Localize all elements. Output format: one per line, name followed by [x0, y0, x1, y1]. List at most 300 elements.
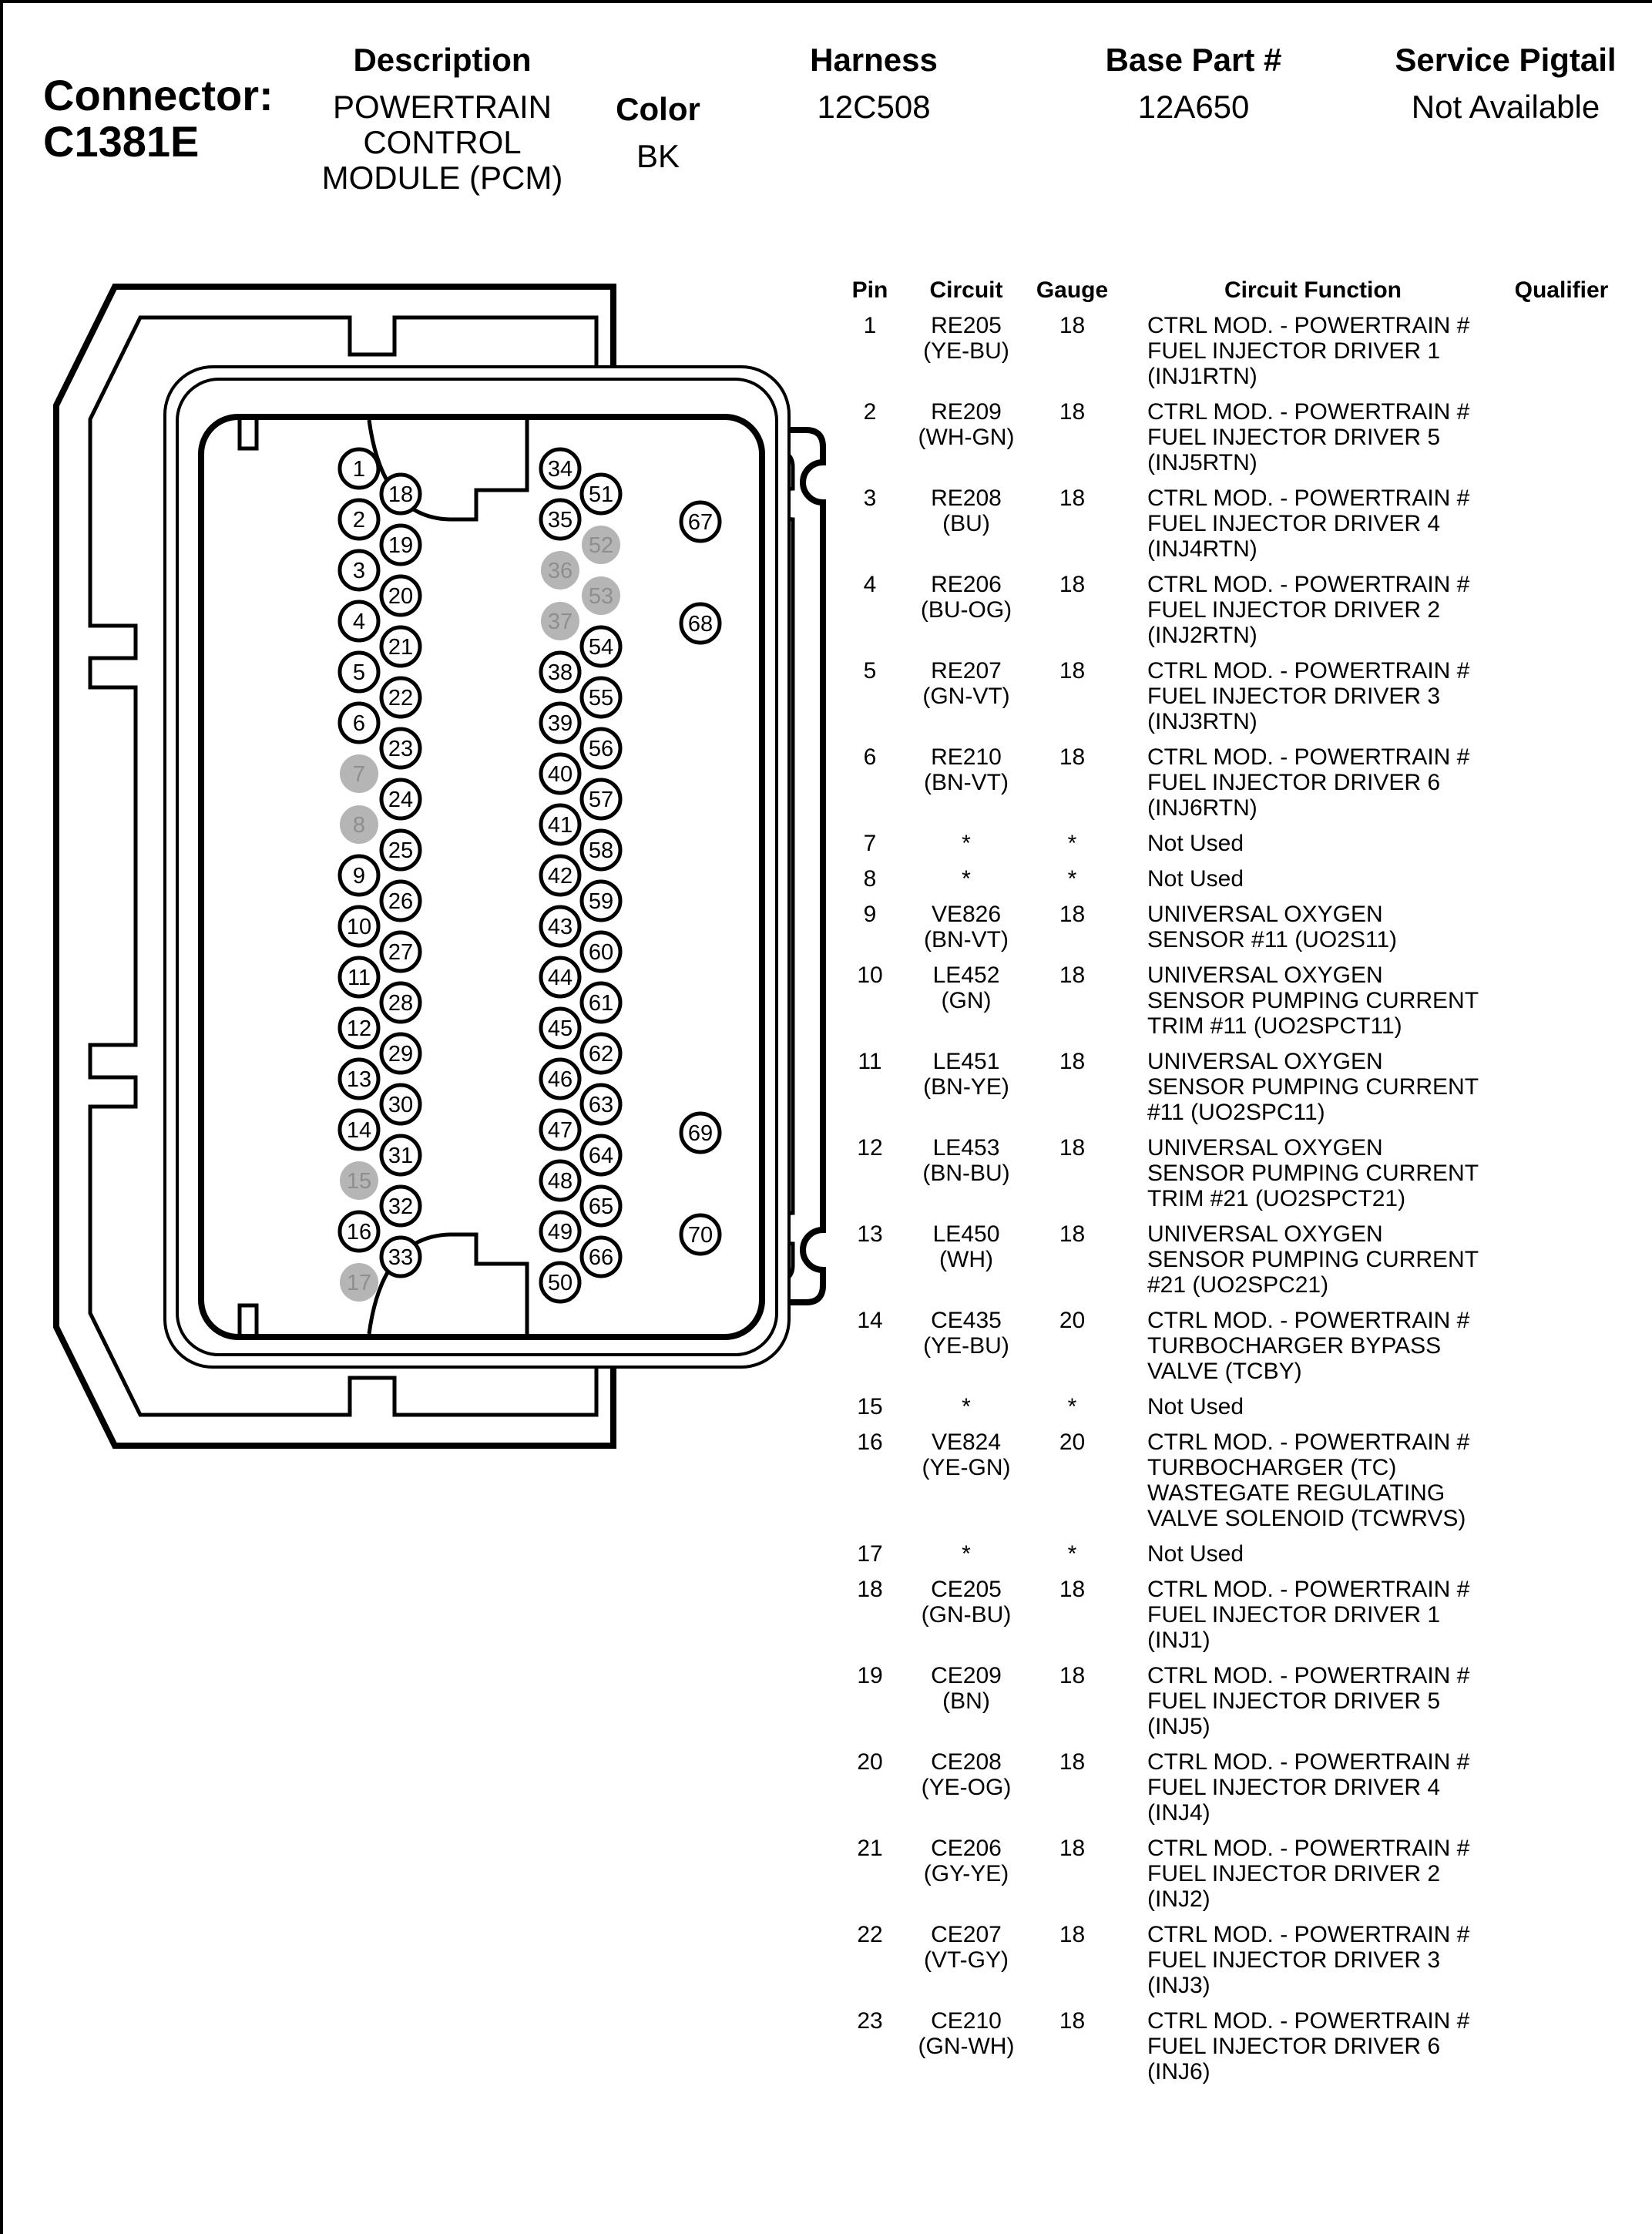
- circuit-cell: CE207 (VT-GY): [924, 1922, 1009, 1973]
- pin-table: [835, 277, 1652, 2095]
- pin-52: [582, 526, 620, 564]
- svg-text:31: 31: [388, 1144, 414, 1168]
- svg-text:51: 51: [588, 482, 614, 507]
- gauge-cell: 18: [1059, 399, 1086, 425]
- circuit-function-cell: CTRL MOD. - POWERTRAIN # FUEL INJECTOR DRIVER 5 (INJ5RTN): [1147, 399, 1470, 475]
- svg-text:16: 16: [346, 1220, 372, 1245]
- pin-4: [340, 602, 378, 640]
- column-header-circuit: Circuit: [929, 277, 1003, 303]
- svg-text:34: 34: [547, 457, 573, 482]
- svg-text:58: 58: [588, 838, 614, 863]
- pin-69: [681, 1114, 720, 1152]
- base-part-label: Base Part #: [1105, 42, 1282, 78]
- pin-9: [340, 856, 378, 895]
- pin-26: [381, 882, 420, 920]
- pin-53: [582, 576, 620, 615]
- circuit-cell: *: [962, 831, 971, 856]
- svg-text:4: 4: [352, 610, 366, 634]
- circuit-cell: CE208 (YE-OG): [921, 1749, 1012, 1800]
- gauge-cell: 20: [1059, 1308, 1086, 1333]
- service-pigtail-label: Service Pigtail: [1395, 42, 1617, 78]
- svg-text:61: 61: [588, 991, 614, 1016]
- circuit-function-cell: CTRL MOD. - POWERTRAIN # FUEL INJECTOR DRIVER 1 (INJ1): [1147, 1577, 1470, 1653]
- svg-text:59: 59: [588, 889, 614, 914]
- circuit-function-cell: Not Used: [1147, 1394, 1244, 1419]
- pin-cell: 5: [863, 658, 877, 684]
- pin-36: [541, 551, 579, 590]
- color-label: Color: [616, 91, 700, 127]
- gauge-cell: 18: [1059, 313, 1086, 338]
- pin-68: [681, 604, 720, 643]
- circuit-function-cell: CTRL MOD. - POWERTRAIN # TURBOCHARGER (TC) WASTEGATE REGULATING VALVE SOLENOID (TCWRVS): [1147, 1429, 1470, 1531]
- pin-cell: 2: [863, 399, 877, 425]
- qualifier-cell: [1479, 866, 1644, 892]
- svg-text:47: 47: [547, 1118, 573, 1143]
- svg-text:49: 49: [547, 1220, 573, 1245]
- gauge-cell: 18: [1059, 1922, 1086, 1947]
- svg-text:55: 55: [588, 686, 614, 711]
- circuit-function-cell: CTRL MOD. - POWERTRAIN # FUEL INJECTOR DRIVER 2 (INJ2): [1147, 1836, 1470, 1912]
- qualifier-cell: [1479, 1394, 1644, 1419]
- svg-text:14: 14: [346, 1118, 372, 1143]
- svg-text:64: 64: [588, 1144, 614, 1168]
- service-pigtail-value: Not Available: [1411, 89, 1600, 125]
- circuit-cell: CE205 (GN-BU): [921, 1577, 1012, 1628]
- svg-text:57: 57: [588, 788, 614, 812]
- description-value-line: CONTROL: [363, 124, 522, 160]
- svg-text:5: 5: [352, 660, 366, 685]
- circuit-cell: RE205 (YE-BU): [923, 313, 1009, 364]
- circuit-cell: VE826 (BN-VT): [924, 902, 1009, 952]
- pin-28: [381, 983, 420, 1022]
- pin-50: [541, 1263, 579, 1302]
- svg-text:50: 50: [547, 1271, 573, 1295]
- table-row: [835, 658, 1652, 734]
- svg-text:48: 48: [547, 1169, 573, 1194]
- pin-10: [340, 907, 378, 946]
- circuit-cell: CE210 (GN-WH): [918, 2008, 1015, 2059]
- circuit-cell: RE209 (WH-GN): [918, 399, 1015, 450]
- pin-25: [381, 831, 420, 869]
- qualifier-cell: [1479, 962, 1644, 1039]
- circuit-cell: VE824 (YE-GN): [922, 1429, 1011, 1480]
- svg-text:27: 27: [388, 940, 414, 965]
- pin-16: [340, 1212, 378, 1251]
- svg-text:26: 26: [388, 889, 414, 914]
- circuit-function-cell: CTRL MOD. - POWERTRAIN # FUEL INJECTOR DRIVER 2 (INJ2RTN): [1147, 572, 1470, 648]
- connector-id: C1381E: [43, 117, 200, 166]
- circuit-function-cell: CTRL MOD. - POWERTRAIN # FUEL INJECTOR DRIVER 6 (INJ6): [1147, 2008, 1470, 2085]
- table-row: [835, 1541, 1652, 1567]
- svg-text:42: 42: [547, 864, 573, 889]
- pin-64: [582, 1136, 620, 1174]
- pin-17: [340, 1263, 378, 1302]
- pin-1: [340, 449, 378, 488]
- pin-cell: 20: [857, 1749, 883, 1775]
- pin-49: [541, 1212, 579, 1251]
- pin-66: [582, 1238, 620, 1276]
- pin-cell: 22: [857, 1922, 883, 1947]
- qualifier-cell: [1479, 1836, 1644, 1912]
- circuit-cell: *: [962, 1394, 971, 1419]
- svg-text:46: 46: [547, 1067, 573, 1092]
- svg-text:41: 41: [547, 813, 573, 838]
- svg-text:2: 2: [352, 508, 366, 532]
- pin-62: [582, 1034, 620, 1073]
- table-row: [835, 1308, 1652, 1384]
- pin-54: [582, 627, 620, 666]
- pin-7: [340, 754, 378, 793]
- svg-text:1: 1: [352, 457, 366, 482]
- pin-15: [340, 1161, 378, 1200]
- pin-field: [201, 417, 762, 1337]
- qualifier-cell: [1479, 313, 1644, 389]
- circuit-cell: CE435 (YE-BU): [923, 1308, 1009, 1359]
- pin-8: [340, 805, 378, 844]
- pin-31: [381, 1136, 420, 1174]
- qualifier-cell: [1479, 399, 1644, 475]
- circuit-function-cell: UNIVERSAL OXYGEN SENSOR PUMPING CURRENT #11 (UO2SPC11): [1147, 1049, 1479, 1125]
- table-row: [835, 1429, 1652, 1531]
- pin-cell: 1: [863, 313, 877, 338]
- pin-35: [541, 500, 579, 539]
- pin-cell: 18: [857, 1577, 883, 1602]
- gauge-cell: *: [1067, 1394, 1077, 1419]
- color-value: BK: [636, 138, 680, 174]
- pin-43: [541, 907, 579, 946]
- pin-41: [541, 805, 579, 844]
- circuit-function-cell: CTRL MOD. - POWERTRAIN # FUEL INJECTOR DRIVER 6 (INJ6RTN): [1147, 744, 1470, 821]
- pin-22: [381, 678, 420, 717]
- pin-14: [340, 1110, 378, 1149]
- svg-text:25: 25: [388, 838, 414, 863]
- pin-40: [541, 754, 579, 793]
- pin-65: [582, 1187, 620, 1225]
- field-base-part: [1032, 42, 1355, 125]
- column-header-gauge: Gauge: [1036, 277, 1109, 303]
- qualifier-cell: [1479, 1308, 1644, 1384]
- circuit-function-cell: Not Used: [1147, 866, 1244, 892]
- svg-text:35: 35: [547, 508, 573, 532]
- pin-38: [541, 653, 579, 691]
- circuit-cell: LE453 (BN-BU): [922, 1135, 1010, 1186]
- circuit-function-cell: CTRL MOD. - POWERTRAIN # FUEL INJECTOR DRIVER 1 (INJ1RTN): [1147, 313, 1470, 389]
- pin-51: [582, 475, 620, 513]
- svg-text:9: 9: [352, 864, 366, 889]
- qualifier-cell: [1479, 1049, 1644, 1125]
- column-header-qualifier: Qualifier: [1514, 277, 1609, 303]
- svg-text:8: 8: [352, 813, 366, 838]
- svg-text:10: 10: [346, 915, 372, 939]
- pin-cell: 14: [857, 1308, 883, 1333]
- pin-cell: 23: [857, 2008, 883, 2034]
- column-header-pin: Pin: [851, 277, 888, 303]
- pin-34: [541, 449, 579, 488]
- table-row: [835, 1836, 1652, 1912]
- pin-58: [582, 831, 620, 869]
- gauge-cell: 20: [1059, 1429, 1086, 1455]
- table-row: [835, 2008, 1652, 2085]
- pin-61: [582, 983, 620, 1022]
- gauge-cell: 18: [1059, 1049, 1086, 1074]
- circuit-function-cell: CTRL MOD. - POWERTRAIN # FUEL INJECTOR DRIVER 5 (INJ5): [1147, 1663, 1470, 1739]
- connector-label: Connector:: [43, 71, 274, 119]
- gauge-cell: 18: [1059, 572, 1086, 597]
- pin-cell: 11: [858, 1049, 882, 1074]
- svg-text:69: 69: [687, 1121, 714, 1146]
- table-row: [835, 1749, 1652, 1826]
- qualifier-cell: [1479, 1749, 1644, 1826]
- svg-text:32: 32: [388, 1194, 414, 1219]
- pin-13: [340, 1060, 378, 1098]
- gauge-cell: 18: [1059, 485, 1086, 511]
- pin-39: [541, 704, 579, 742]
- pin-48: [541, 1161, 579, 1200]
- pin-19: [381, 526, 420, 564]
- gauge-cell: 18: [1059, 2008, 1086, 2034]
- connector-diagram: [26, 257, 828, 1475]
- pin-cell: 6: [863, 744, 877, 770]
- pin-56: [582, 729, 620, 768]
- svg-text:20: 20: [388, 584, 414, 609]
- pin-42: [541, 856, 579, 895]
- pin-59: [582, 882, 620, 920]
- table-row: [835, 399, 1652, 475]
- pin-33: [381, 1238, 420, 1276]
- pin-18: [381, 475, 420, 513]
- qualifier-cell: [1479, 1135, 1644, 1211]
- table-row: [835, 831, 1652, 856]
- pin-cell: 10: [857, 962, 883, 988]
- qualifier-cell: [1479, 1541, 1644, 1567]
- circuit-function-cell: CTRL MOD. - POWERTRAIN # FUEL INJECTOR DRIVER 4 (INJ4RTN): [1147, 485, 1470, 562]
- qualifier-cell: [1479, 2008, 1644, 2085]
- pin-cell: 12: [857, 1135, 883, 1161]
- circuit-function-cell: CTRL MOD. - POWERTRAIN # FUEL INJECTOR DRIVER 3 (INJ3): [1147, 1922, 1470, 1998]
- svg-text:65: 65: [588, 1194, 614, 1219]
- circuit-cell: LE452 (GN): [932, 962, 1000, 1013]
- table-body: [835, 313, 1652, 2085]
- qualifier-cell: [1479, 572, 1644, 648]
- pin-12: [340, 1009, 378, 1047]
- pin-cell: 4: [863, 572, 877, 597]
- gauge-cell: 18: [1059, 658, 1086, 684]
- pin-6: [340, 704, 378, 742]
- table-row: [835, 1577, 1652, 1653]
- pin-44: [541, 958, 579, 996]
- pin-30: [381, 1085, 420, 1124]
- pin-3: [340, 551, 378, 590]
- pin-cell: 16: [857, 1429, 883, 1455]
- svg-text:52: 52: [588, 533, 614, 558]
- pin-63: [582, 1085, 620, 1124]
- table-row: [835, 1922, 1652, 1998]
- table-row: [835, 902, 1652, 952]
- svg-text:11: 11: [347, 966, 371, 990]
- table-row: [835, 744, 1652, 821]
- svg-text:60: 60: [588, 940, 614, 965]
- pin-70: [681, 1215, 720, 1254]
- gauge-cell: 18: [1059, 1663, 1086, 1688]
- circuit-cell: *: [962, 866, 971, 892]
- pin-47: [541, 1110, 579, 1149]
- circuit-function-cell: Not Used: [1147, 1541, 1244, 1567]
- svg-text:44: 44: [547, 966, 573, 990]
- pin-cell: 21: [857, 1836, 883, 1861]
- svg-text:67: 67: [687, 510, 714, 535]
- circuit-cell: LE451 (BN-YE): [923, 1049, 1009, 1100]
- pin-cell: 19: [857, 1663, 883, 1688]
- svg-text:21: 21: [388, 635, 414, 660]
- svg-text:68: 68: [687, 612, 714, 637]
- pin-67: [681, 502, 720, 541]
- pin-29: [381, 1034, 420, 1073]
- svg-text:3: 3: [352, 559, 366, 583]
- base-part-value: 12A650: [1137, 89, 1250, 125]
- svg-text:56: 56: [588, 737, 614, 761]
- gauge-cell: 18: [1059, 1577, 1086, 1602]
- svg-text:29: 29: [388, 1042, 414, 1067]
- pin-24: [381, 780, 420, 818]
- harness-label: Harness: [810, 42, 938, 78]
- pin-cell: 9: [863, 902, 877, 927]
- table-header: [835, 277, 1652, 303]
- svg-text:12: 12: [346, 1016, 372, 1041]
- circuit-function-cell: UNIVERSAL OXYGEN SENSOR PUMPING CURRENT #21 (UO2SPC21): [1147, 1221, 1479, 1298]
- pin-cell: 7: [863, 831, 877, 856]
- svg-text:13: 13: [346, 1067, 372, 1092]
- svg-text:63: 63: [588, 1093, 614, 1117]
- field-service-pigtail: [1344, 42, 1652, 125]
- description-value-line: POWERTRAIN: [333, 89, 552, 125]
- table-row: [835, 1663, 1652, 1739]
- circuit-cell: RE207 (GN-VT): [922, 658, 1010, 709]
- qualifier-cell: [1479, 831, 1644, 856]
- qualifier-cell: [1479, 1922, 1644, 1998]
- svg-text:40: 40: [547, 762, 573, 787]
- svg-text:45: 45: [547, 1016, 573, 1041]
- svg-text:39: 39: [547, 711, 573, 736]
- qualifier-cell: [1479, 744, 1644, 821]
- gauge-cell: 18: [1059, 1749, 1086, 1775]
- table-row: [835, 1221, 1652, 1298]
- gauge-cell: 18: [1059, 962, 1086, 988]
- svg-text:18: 18: [388, 482, 414, 507]
- harness-value: 12C508: [817, 89, 931, 125]
- circuit-cell: RE206 (BU-OG): [920, 572, 1012, 623]
- table-row: [835, 313, 1652, 389]
- svg-text:15: 15: [346, 1169, 372, 1194]
- circuit-function-cell: UNIVERSAL OXYGEN SENSOR PUMPING CURRENT TRIM #21 (UO2SPCT21): [1147, 1135, 1479, 1211]
- svg-text:36: 36: [547, 559, 573, 583]
- pin-60: [582, 932, 620, 971]
- svg-text:28: 28: [388, 991, 414, 1016]
- circuit-cell: RE210 (BN-VT): [924, 744, 1009, 795]
- pin-37: [541, 602, 579, 640]
- circuit-cell: CE206 (GY-YE): [923, 1836, 1009, 1886]
- circuit-function-cell: CTRL MOD. - POWERTRAIN # FUEL INJECTOR DRIVER 3 (INJ3RTN): [1147, 658, 1470, 734]
- pin-20: [381, 576, 420, 615]
- svg-text:30: 30: [388, 1093, 414, 1117]
- pin-27: [381, 932, 420, 971]
- table-row: [835, 962, 1652, 1039]
- pin-45: [541, 1009, 579, 1047]
- description-label: Description: [353, 42, 532, 78]
- qualifier-cell: [1479, 1577, 1644, 1653]
- gauge-cell: *: [1067, 831, 1077, 856]
- svg-text:33: 33: [388, 1245, 414, 1270]
- description-value-line: MODULE (PCM): [321, 160, 563, 196]
- circuit-function-cell: CTRL MOD. - POWERTRAIN # FUEL INJECTOR DRIVER 4 (INJ4): [1147, 1749, 1470, 1826]
- circuit-function-cell: UNIVERSAL OXYGEN SENSOR #11 (UO2S11): [1147, 902, 1398, 952]
- gauge-cell: 18: [1059, 744, 1086, 770]
- field-harness: [712, 42, 1036, 125]
- svg-text:53: 53: [588, 584, 614, 609]
- column-header-circuit-function: Circuit Function: [1224, 277, 1402, 303]
- svg-text:70: 70: [687, 1223, 714, 1248]
- qualifier-cell: [1479, 658, 1644, 734]
- gauge-cell: 18: [1059, 1836, 1086, 1861]
- circuit-cell: *: [962, 1541, 971, 1567]
- circuit-cell: LE450 (WH): [932, 1221, 1000, 1272]
- table-row: [835, 572, 1652, 648]
- qualifier-cell: [1479, 1663, 1644, 1739]
- svg-text:22: 22: [388, 686, 414, 711]
- pin-23: [381, 729, 420, 768]
- table-row: [835, 866, 1652, 892]
- svg-text:66: 66: [588, 1245, 614, 1270]
- qualifier-cell: [1479, 1429, 1644, 1531]
- pin-cell: 8: [863, 866, 877, 892]
- svg-text:38: 38: [547, 660, 573, 685]
- svg-text:37: 37: [547, 610, 573, 634]
- pin-cell: 15: [857, 1394, 883, 1419]
- svg-text:62: 62: [588, 1042, 614, 1067]
- pin-11: [340, 958, 378, 996]
- table-row: [835, 1135, 1652, 1211]
- table-row: [835, 485, 1652, 562]
- qualifier-cell: [1479, 902, 1644, 952]
- svg-text:54: 54: [588, 635, 614, 660]
- pin-cell: 3: [863, 485, 877, 511]
- circuit-cell: RE208 (BU): [931, 485, 1002, 536]
- connector-heading: [43, 71, 274, 166]
- circuit-function-cell: UNIVERSAL OXYGEN SENSOR PUMPING CURRENT TRIM #11 (UO2SPCT11): [1147, 962, 1479, 1039]
- svg-text:43: 43: [547, 915, 573, 939]
- svg-text:19: 19: [388, 533, 414, 558]
- pin-5: [340, 653, 378, 691]
- gauge-cell: *: [1067, 866, 1077, 892]
- svg-text:17: 17: [346, 1271, 372, 1295]
- pin-cell: 13: [857, 1221, 883, 1247]
- svg-text:23: 23: [388, 737, 414, 761]
- pin-55: [582, 678, 620, 717]
- svg-text:7: 7: [352, 762, 366, 787]
- circuit-function-cell: Not Used: [1147, 831, 1244, 856]
- pin-cell: 17: [857, 1541, 883, 1567]
- qualifier-cell: [1479, 485, 1644, 562]
- qualifier-cell: [1479, 1221, 1644, 1298]
- circuit-function-cell: CTRL MOD. - POWERTRAIN # TURBOCHARGER BYPASS VALVE (TCBY): [1147, 1308, 1470, 1384]
- pin-2: [340, 500, 378, 539]
- pin-21: [381, 627, 420, 666]
- gauge-cell: *: [1067, 1541, 1077, 1567]
- svg-text:24: 24: [388, 788, 414, 812]
- gauge-cell: 18: [1059, 902, 1086, 927]
- circuit-cell: CE209 (BN): [931, 1663, 1002, 1714]
- svg-text:6: 6: [352, 711, 366, 736]
- table-row: [835, 1394, 1652, 1419]
